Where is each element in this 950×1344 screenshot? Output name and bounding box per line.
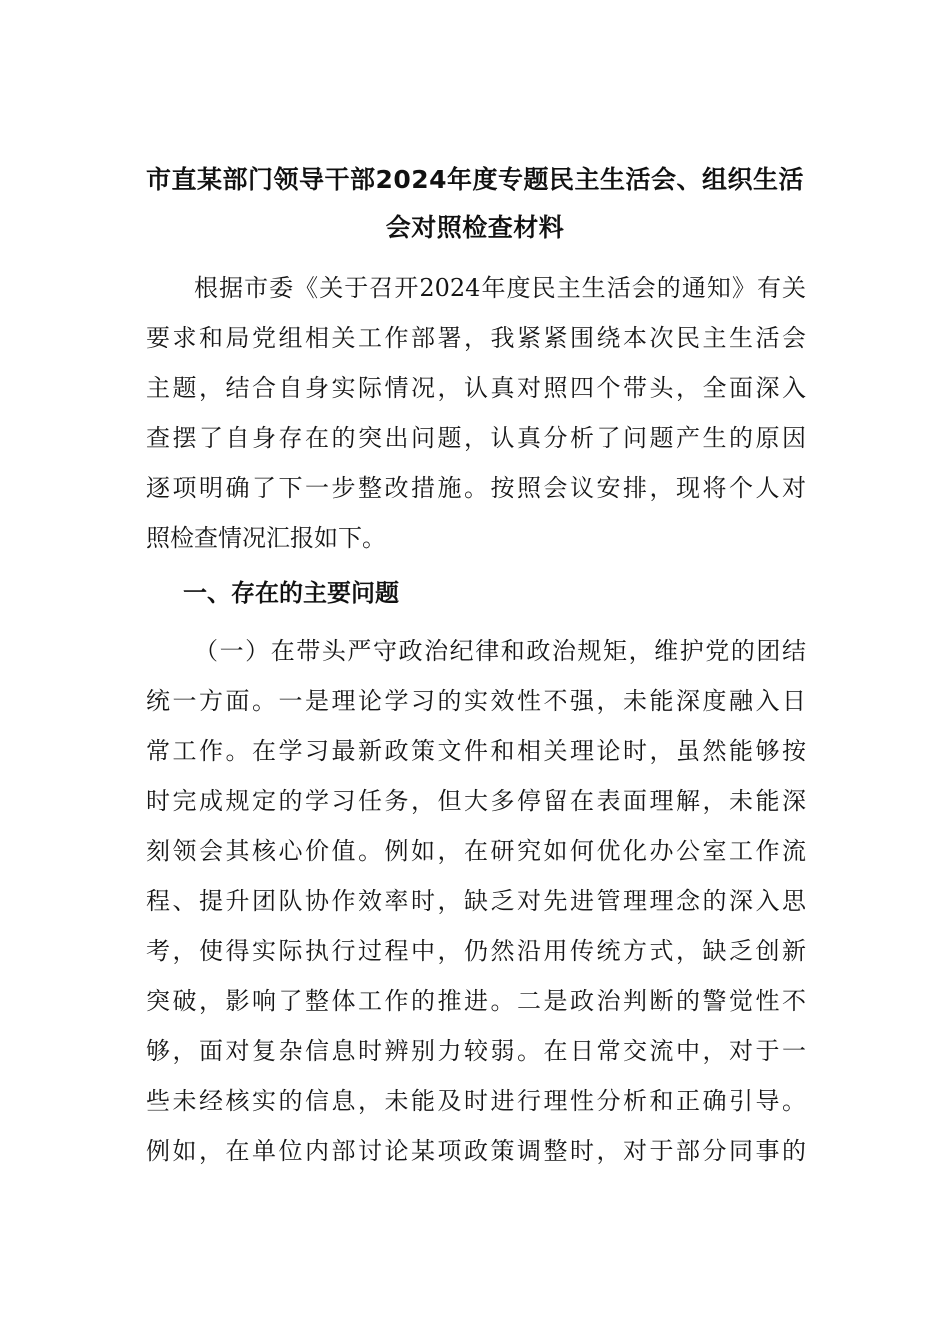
intro-paragraph-line: 查摆了自身存在的突出问题，认真分析了问题产生的原因: [146, 424, 806, 452]
intro-paragraph-line: 要求和局党组相关工作部署，我紧紧围绕本次民主生活会: [146, 324, 806, 352]
document-title-line-1: 市直某部门领导干部2024年度专题民主生活会、组织生活: [145, 165, 805, 194]
section-paragraph-line: 例如，在单位内部讨论某项政策调整时，对于部分同事的: [146, 1137, 806, 1165]
section-paragraph-line: 突破，影响了整体工作的推进。二是政治判断的警觉性不: [146, 987, 806, 1015]
section-paragraph-line: 常工作。在学习最新政策文件和相关理论时，虽然能够按: [146, 737, 806, 765]
section-paragraph-line: 够，面对复杂信息时辨别力较弱。在日常交流中，对于一: [146, 1037, 806, 1065]
intro-paragraph-line: 根据市委《关于召开2024年度民主生活会的通知》有关: [194, 274, 806, 302]
section-paragraph-line: 些未经核实的信息，未能及时进行理性分析和正确引导。: [146, 1087, 806, 1115]
section-paragraph-line: 时完成规定的学习任务，但大多停留在表面理解，未能深: [146, 787, 806, 815]
section-paragraph-line: 统一方面。一是理论学习的实效性不强，未能深度融入日: [146, 687, 806, 715]
section-heading: 一、存在的主要问题: [183, 579, 399, 607]
section-paragraph-line: 刻领会其核心价值。例如，在研究如何优化办公室工作流: [146, 837, 806, 865]
intro-paragraph-line: 主题，结合自身实际情况，认真对照四个带头，全面深入: [146, 374, 806, 402]
document-title-line-2: 会对照检查材料: [385, 213, 565, 242]
section-paragraph-line: （一）在带头严守政治纪律和政治规矩，维护党的团结: [194, 637, 806, 665]
intro-paragraph-line: 照检查情况汇报如下。: [146, 524, 386, 552]
intro-paragraph-line: 逐项明确了下一步整改措施。按照会议安排，现将个人对: [146, 474, 806, 502]
section-paragraph-line: 程、提升团队协作效率时，缺乏对先进管理理念的深入思: [146, 887, 806, 915]
section-paragraph-line: 考，使得实际执行过程中，仍然沿用传统方式，缺乏创新: [146, 937, 806, 965]
